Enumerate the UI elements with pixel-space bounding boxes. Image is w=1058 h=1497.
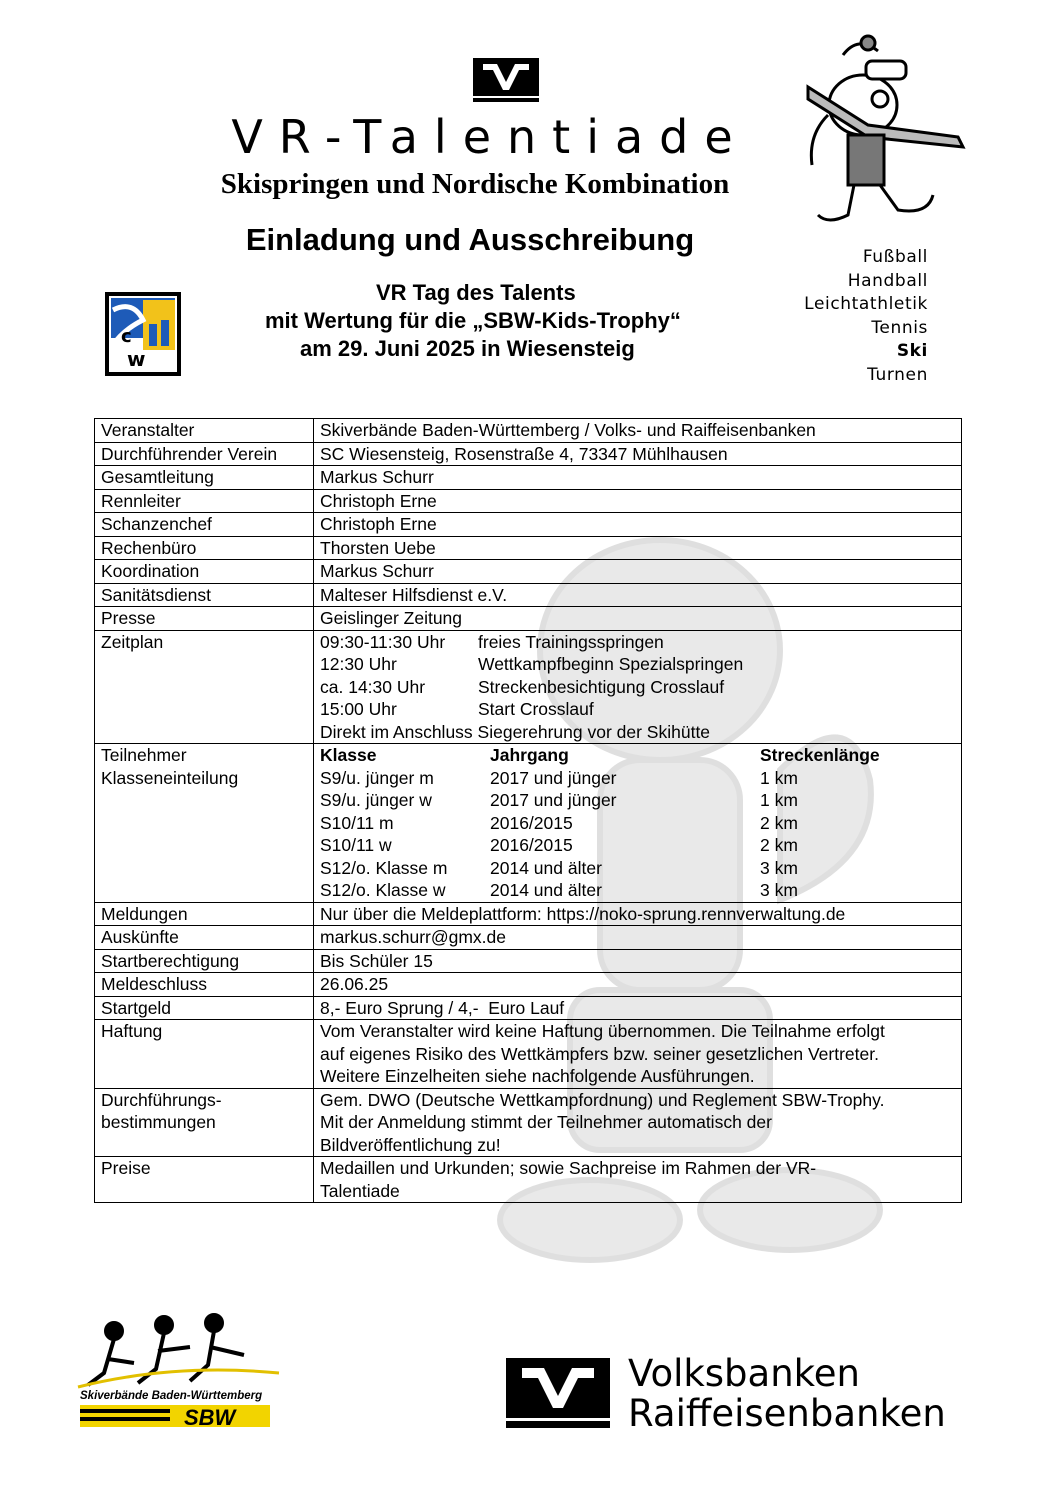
table-row (95, 973, 962, 997)
class-year: 2016/2015 (490, 835, 573, 855)
row-value: Christoph Erne (314, 513, 962, 537)
class-name: S10/11 m (320, 812, 394, 833)
vr-bank-logo-top (473, 58, 539, 102)
class-name: S9/u. jünger w (320, 790, 432, 810)
row-label: Rennleiter (95, 489, 314, 513)
sbw-org-name: Skiverbände Baden-Württemberg (80, 1390, 263, 1402)
row-label: Preise (95, 1157, 314, 1203)
table-row (95, 560, 962, 584)
table-row (95, 1088, 962, 1157)
schedule-time: 09:30-11:30 Uhr (320, 631, 446, 652)
table-row (95, 536, 962, 560)
vr-bank-logo-bottom (506, 1358, 610, 1428)
table-row (95, 489, 962, 513)
row-label: Haftung (95, 1020, 314, 1089)
table-row (95, 442, 962, 466)
sport-gymnastics: Turnen (867, 364, 928, 385)
bank-name (628, 1354, 946, 1434)
sport-handball: Handball (847, 270, 928, 291)
row-label: Meldeschluss (95, 973, 314, 997)
class-year: 2014 und älter (490, 880, 602, 900)
event-line-3: am 29. Juni 2025 in Wiesensteig (300, 336, 635, 361)
schedule-time: 15:00 Uhr (320, 699, 397, 719)
sport-tennis: Tennis (871, 317, 928, 338)
class-name: S10/11 w (320, 835, 392, 855)
table-row (95, 630, 962, 744)
row-value: 8,- Euro Sprung / 4,- Euro Lauf (314, 996, 962, 1020)
classes-cell (314, 744, 962, 903)
class-year: 2016/2015 (490, 812, 573, 833)
schedule-event: Streckenbesichtigung Crosslauf (478, 676, 725, 697)
invitation-heading: Einladung und Ausschreibung (245, 222, 695, 257)
row-value: Skiverbände Baden-Württemberg / Volks- und Raiffeisenbanken (314, 419, 962, 443)
row-value: Vom Veranstalter wird keine Haftung übernommen. Die Teilnahme erfolgt auf eigenes Risiko des Wettkämpfers bzw. seiner gesetzlichen Vertreter. Weitere Einzelheiten siehe nachfolgende Ausführungen. (314, 1020, 962, 1089)
schedule-item (320, 676, 955, 699)
row-value: Markus Schurr (314, 466, 962, 490)
row-value (314, 1088, 962, 1157)
implementation-text-2: Mit der Anmeldung stimmt der Teilnehmer automatisch der Bildveröffentlichung zu! (320, 1112, 772, 1155)
class-year: 2017 und jünger (490, 767, 617, 788)
schedule-event: Wettkampfbeginn Spezialspringen (478, 654, 744, 674)
row-label: Meldungen (95, 902, 314, 926)
class-name: S12/o. Klasse m (320, 857, 448, 878)
registration-link[interactable]: Nur über die Meldeplattform: https://noko-sprung.rennverwaltung.de (314, 902, 962, 926)
table-row (95, 744, 962, 903)
row-label: Startberechtigung (95, 949, 314, 973)
class-distance: 1 km (760, 790, 798, 810)
row-label: Koordination (95, 560, 314, 584)
row-label: Schanzenchef (95, 513, 314, 537)
row-value: Markus Schurr (314, 560, 962, 584)
sports-list (804, 246, 928, 387)
class-year: 2017 und jünger (490, 790, 617, 810)
row-label: Durchführender Verein (95, 442, 314, 466)
classes-header: Streckenlänge (760, 745, 880, 765)
row-label: Rechenbüro (95, 536, 314, 560)
implementation-text-1: Gem. DWO (Deutsche Wettkampfordnung) und Reglement SBW-Trophy. (320, 1089, 885, 1110)
table-row (95, 996, 962, 1020)
row-label: Startgeld (95, 996, 314, 1020)
table-row (95, 419, 962, 443)
sbw-abbr: SBW (184, 1405, 236, 1430)
class-distance: 1 km (760, 767, 798, 788)
class-name: S9/u. jünger m (320, 767, 434, 788)
table-row (95, 583, 962, 607)
row-label: Presse (95, 607, 314, 631)
schedule-time: 12:30 Uhr (320, 654, 397, 674)
class-distance: 3 km (760, 880, 798, 900)
classes-label: Klasseneinteilung (101, 767, 239, 788)
table-row (95, 607, 962, 631)
table-row (95, 926, 962, 950)
row-label (95, 744, 314, 903)
sport-ski: Ski (896, 341, 928, 361)
schedule-event: Start Crosslauf (478, 699, 594, 719)
table-row (95, 902, 962, 926)
row-label (95, 1088, 314, 1157)
schedule-note: Direkt im Anschluss Siegerehrung vor der Skihütte (320, 721, 711, 742)
classes-header: Jahrgang (490, 745, 569, 765)
bank-name-line2: Raiffeisenbanken (628, 1392, 946, 1435)
event-line-2: mit Wertung für die „SBW-Kids-Trophy“ (265, 308, 681, 333)
class-distance: 2 km (760, 812, 798, 833)
page-subtitle: Skispringen und Nordische Kombination (220, 168, 730, 200)
contact-email[interactable]: markus.schurr@gmx.de (314, 926, 962, 950)
class-distance: 3 km (760, 857, 798, 878)
participants-label: Teilnehmer (101, 745, 187, 765)
row-label: Sanitätsdienst (95, 583, 314, 607)
table-row (95, 466, 962, 490)
classes-grid (320, 744, 955, 902)
schedule-item (320, 698, 955, 721)
row-value: Geislinger Zeitung (314, 607, 962, 631)
implementation-label-1: Durchführungs- (101, 1089, 222, 1110)
row-value: Thorsten Uebe (314, 536, 962, 560)
table-row (95, 513, 962, 537)
row-label: Zeitplan (95, 630, 314, 744)
implementation-label-2: bestimmungen (101, 1112, 216, 1132)
svg-text:w: w (127, 347, 146, 371)
row-value: Malteser Hilfsdienst e.V. (314, 583, 962, 607)
sport-athletics: Leichtathletik (804, 294, 928, 314)
class-year: 2014 und älter (490, 857, 602, 878)
row-value: 26.06.25 (314, 973, 962, 997)
sport-football: Fußball (862, 247, 928, 267)
row-label: Gesamtleitung (95, 466, 314, 490)
event-line-1: VR Tag des Talents (376, 280, 576, 305)
sbw-logo (74, 1303, 284, 1433)
page-title: VR-Talentiade (231, 110, 749, 164)
row-value: Medaillen und Urkunden; sowie Sachpreise im Rahmen der VR-Talentiade (314, 1157, 962, 1203)
row-value: Christoph Erne (314, 489, 962, 513)
svg-text:c: c (121, 326, 132, 347)
table-row (95, 1157, 962, 1203)
row-label: Auskünfte (95, 926, 314, 950)
schedule-item (320, 631, 955, 654)
schedule-item (320, 653, 955, 676)
sc-wiesensteig-logo (103, 290, 183, 378)
mascot-illustration (788, 25, 968, 245)
row-value: SC Wiesensteig, Rosenstraße 4, 73347 Mühlhausen (314, 442, 962, 466)
schedule-event: freies Trainingsspringen (478, 631, 664, 652)
schedule-cell (314, 630, 962, 744)
class-distance: 2 km (760, 835, 798, 855)
classes-header: Klasse (320, 745, 377, 765)
table-row (95, 949, 962, 973)
row-label: Veranstalter (95, 419, 314, 443)
schedule-time: ca. 14:30 Uhr (320, 676, 426, 697)
event-details-table (94, 418, 962, 1203)
bank-name-line1: Volksbanken (628, 1352, 860, 1395)
table-row (95, 1020, 962, 1089)
row-value: Bis Schüler 15 (314, 949, 962, 973)
class-name: S12/o. Klasse w (320, 880, 446, 900)
